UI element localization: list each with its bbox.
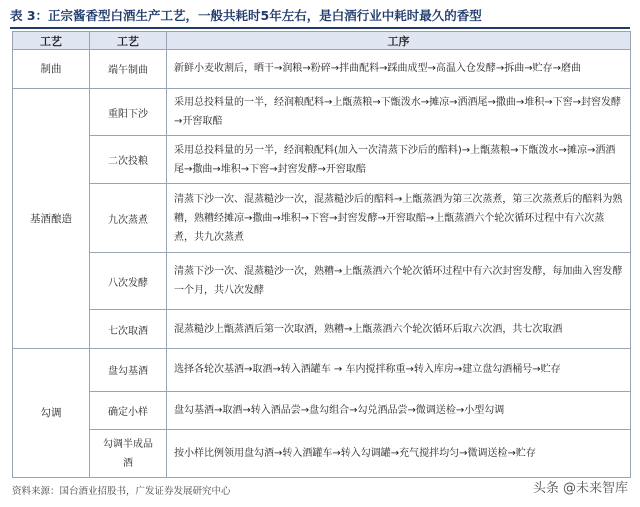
sub-craft-cell: 七次取酒 [90,310,167,349]
sub-craft-cell: 盘勾基酒 [90,348,167,391]
watermark: 头条 @未来智库 [532,481,628,496]
sub-craft-cell: 二次投粮 [90,136,167,184]
table-row [13,310,631,349]
table-header-row [13,32,631,50]
table-title: 表 3：正宗酱香型白酒生产工艺，一般共耗时5年左右，是白酒行业中耗时最久的香型 [10,8,482,23]
procedure-cell: 新鲜小麦收割后，晒干→润粮→粉碎→拌曲配料→踩曲成型→高温入仓发酵→拆曲→贮存→磨曲 [167,50,631,89]
table-row [13,50,631,89]
source-note: 资料来源：国台酒业招股书，广发证券发展研究中心 [12,486,231,497]
title-rule [10,27,630,29]
procedure-cell: 混蒸糙沙上甑蒸酒后第一次取酒，熟糟→上甑蒸酒六个轮次循环后取六次酒，共七次取酒 [167,310,631,349]
table-row [13,430,631,478]
sub-craft-cell: 确定小样 [90,391,167,430]
table-row [13,88,631,136]
sub-craft-cell: 九次蒸煮 [90,184,167,253]
procedure-cell: 清蒸下沙一次、混蒸糙沙一次，混蒸糙沙后的醅料→上甑蒸酒为第三次蒸煮，第三次蒸煮后的醅料为熟糟，熟糟经摊凉→撒曲→堆积→下窖→封窖发酵→开窖取醅→上甑蒸酒六个轮次循环过程中有六次蒸煮，共九次蒸煮 [167,184,631,253]
procedure-cell: 盘勾基酒→取酒→转入酒品尝→盘勾组合→勾兑酒品尝→微调送检→小型勾调 [167,391,631,430]
procedure-cell: 按小样比例领用盘勾酒→转入酒罐车→转入勾调罐→充气搅拌均匀→微调送检→贮存 [167,430,631,478]
sub-craft-label: 勾调半成品酒 [103,438,153,469]
procedure-cell: 清蒸下沙一次、混蒸糙沙一次，熟糟→上甑蒸酒六个轮次循环过程中有六次封窖发酵，每加曲入窖发酵一个月，共八次发酵 [167,253,631,310]
table-row [13,184,631,253]
procedure-cell: 采用总投料量的另一半，经润粮配料(加入一次清蒸下沙后的醅料)→上甑蒸粮→下甑泼水→摊凉→洒酒尾→撒曲→堆积→下窖→封窖发酵→开窖取醅 [167,136,631,184]
process-table [12,31,631,478]
header-procedure: 工序 [167,32,631,50]
group-cell: 勾调 [13,348,90,477]
table-row [13,348,631,391]
procedure-cell: 选择各轮次基酒→取酒→转入酒罐车 → 车内搅拌称重→转入库房→建立盘勾酒桶号→贮存 [167,348,631,391]
header-craft: 工艺 [13,32,90,50]
table-row [13,136,631,184]
group-cell: 基酒酿造 [13,88,90,348]
table-row [13,253,631,310]
sub-craft-cell: 八次发酵 [90,253,167,310]
group-cell: 制曲 [13,50,90,89]
sub-craft-cell: 端午制曲 [90,50,167,89]
procedure-cell: 采用总投料量的一半，经润粮配料→上甑蒸粮→下甑泼水→摊凉→洒酒尾→撒曲→堆积→下窖→封窖发酵→开窖取醅 [167,88,631,136]
sub-craft-cell [90,430,167,478]
table-row [13,391,631,430]
header-sub-craft: 工艺 [90,32,167,50]
sub-craft-cell: 重阳下沙 [90,88,167,136]
